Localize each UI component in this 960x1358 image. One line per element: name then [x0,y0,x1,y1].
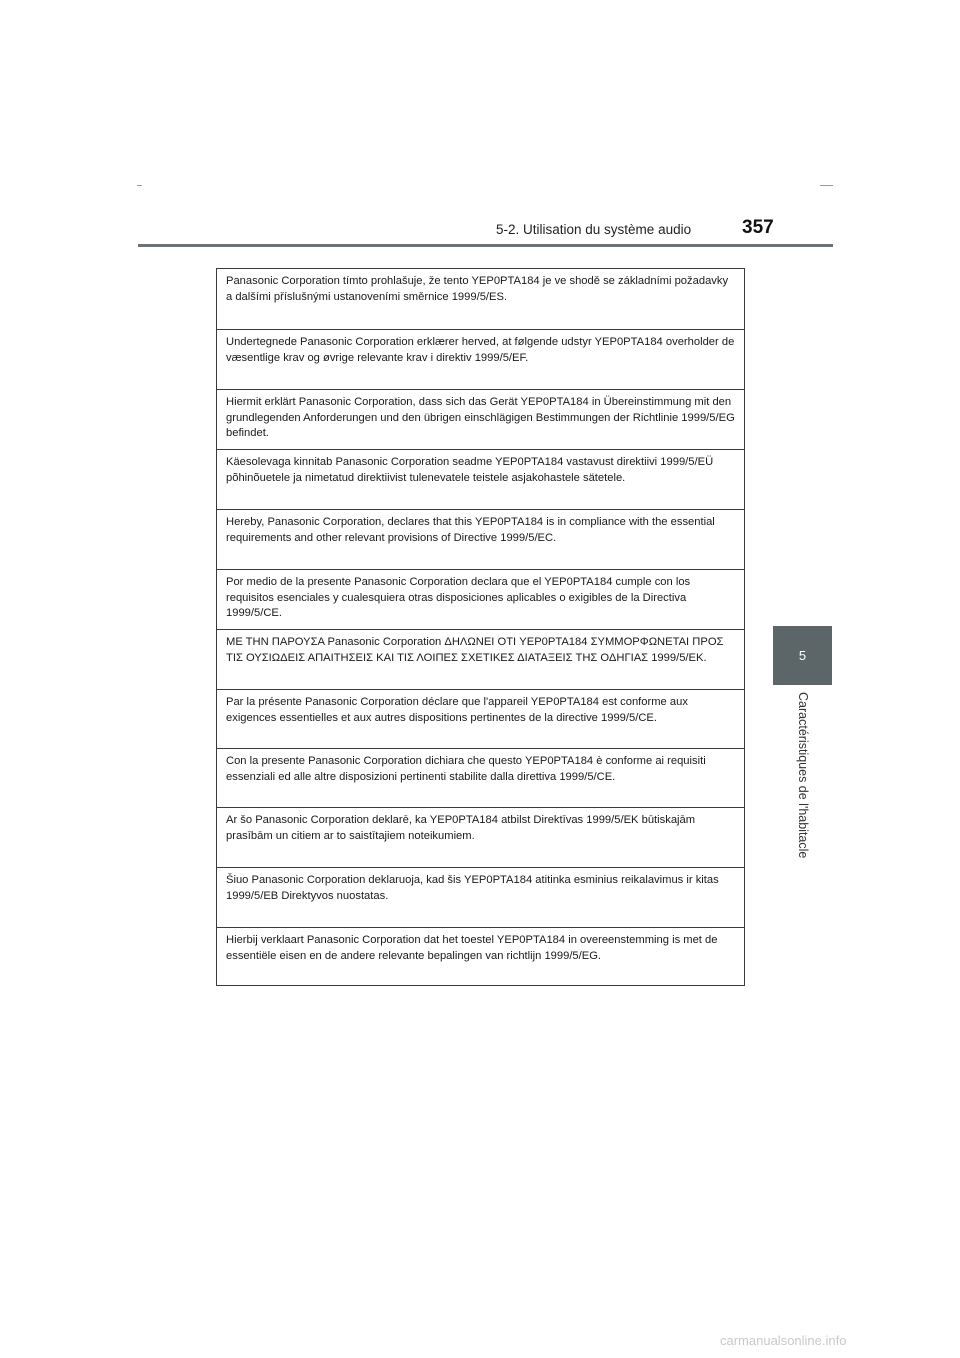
declaration-row-da: Undertegnede Panasonic Corporation erklærer herved, at følgende udstyr YEP0PTA184 overholder de væsentlige krav og øvrige relevante krav i direktiv 1999/5/EF. [217,329,744,389]
declaration-row-cs: Panasonic Corporation tímto prohlašuje, že tento YEP0PTA184 je ve shodě se základními požadavky a dalšími příslušnými ustanoveními směrnice 1999/5/ES. [226,275,729,303]
declaration-row-es: Por medio de la presente Panasonic Corporation declara que el YEP0PTA184 cumple con los requisitos esenciales y cualesquiera otras disposiciones aplicables o exigibles de la Directiva 1999/5/CE. [217,569,744,629]
declaration-table [216,268,745,986]
chapter-tab [773,626,832,685]
declaration-row-lv: Ar šo Panasonic Corporation deklarē, ka YEP0PTA184 atbilst Direktīvas 1999/5/EK būtiskajām prasībām un citiem ar to saistītajiem noteikumiem. [217,807,744,867]
declaration-row-fr: Par la présente Panasonic Corporation déclare que l'appareil YEP0PTA184 est conforme aux exigences essentielles et aux autres dispositions pertinentes de la directive 1999/5/CE. [217,689,744,749]
crop-mark-left [137,185,142,186]
header-divider [138,244,833,247]
declaration-row-en: Hereby, Panasonic Corporation, declares that this YEP0PTA184 is in compliance with the essential requirements and other relevant provisions of Directive 1999/5/EC. [217,509,744,569]
watermark[interactable]: carmanualsonline.info [720,1333,847,1348]
chapter-number: 5 [798,648,807,663]
declaration-row-it: Con la presente Panasonic Corporation dichiara che questo YEP0PTA184 è conforme ai requisiti essenziali ed alle altre disposizioni pertinenti stabilite dalla direttiva 1999/5/CE. [217,748,744,808]
declaration-row-lt: Šiuo Panasonic Corporation deklaruoja, kad šis YEP0PTA184 atitinka esminius reikalavimus ir kitas 1999/5/EB Direktyvos nuostatas. [217,867,744,927]
declaration-row-de: Hiermit erklärt Panasonic Corporation, dass sich das Gerät YEP0PTA184 in Übereinstimmung mit den grundlegenden Anforderungen und den übrigen einschlägigen Bestimmungen der Richtlinie 1999/5/EG befindet. [217,389,744,449]
declaration-row-el: ΜΕ ΤΗΝ ΠΑΡΟΥΣΑ Panasonic Corporation ΔΗΛΩΝΕΙ ΟΤΙ YEP0PTA184 ΣΥΜΜΟΡΦΩΝΕΤΑΙ ΠΡΟΣ ΤΙΣ ΟΥΣΙΩΔΕΙΣ ΑΠΑΙΤΗΣΕΙΣ ΚΑΙ ΤΙΣ ΛΟΙΠΕΣ ΣΧΕΤΙΚΕΣ ΔΙΑΤΑΞΕΙΣ ΤΗΣ ΟΔΗΓΙΑΣ 1999/5/ΕΚ. [217,629,744,689]
declaration-row-et: Käesolevaga kinnitab Panasonic Corporation seadme YEP0PTA184 vastavust direktiivi 1999/5/EÜ põhinõuetele ja nimetatud direktiivist tulenevatele teistele asjakohastele sätetele. [217,449,744,509]
page-number: 357 [742,217,774,238]
section-title: 5-2. Utilisation du système audio [496,222,692,237]
crop-mark-right [820,185,833,186]
chapter-side-label: Caractéristiques de l'habitacle [796,692,810,859]
declaration-row-nl: Hierbij verklaart Panasonic Corporation dat het toestel YEP0PTA184 in overeenstemming is met de essentiële eisen en de andere relevante bepalingen van richtlijn 1999/5/EG. [217,927,744,987]
